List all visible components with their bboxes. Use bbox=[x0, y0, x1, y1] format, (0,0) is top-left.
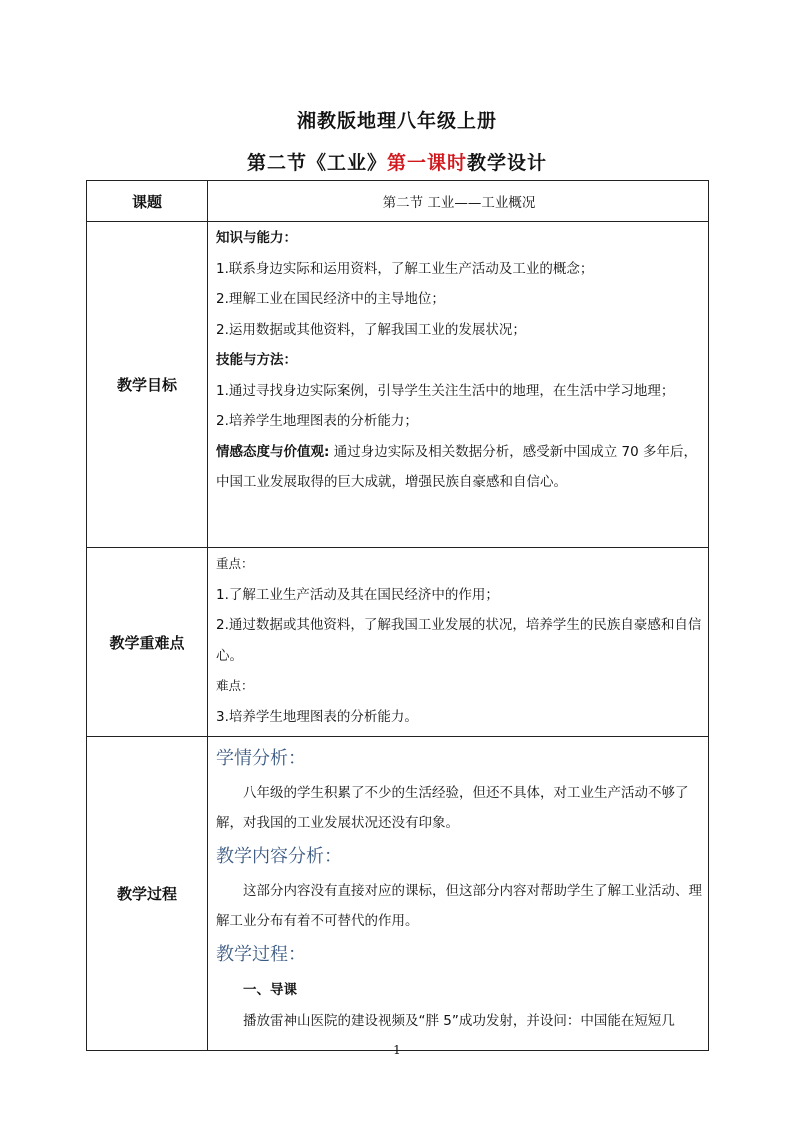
goals-item: 2.培养学生地理图表的分析能力； bbox=[216, 413, 418, 429]
label-goals: 教学目标 bbox=[87, 222, 208, 548]
goals-item: 2.运用数据或其他资料，了解我国工业的发展状况； bbox=[216, 321, 526, 338]
goals-item: 2.理解工业在国民经济中的主导地位； bbox=[216, 291, 445, 307]
section-heading-process: 教学过程： bbox=[216, 944, 306, 965]
goals-heading-skills: 技能与方法： bbox=[216, 352, 297, 368]
subtitle-part-a: 第二节《工业》 bbox=[246, 152, 387, 174]
subtitle-part-b: 教学设计 bbox=[467, 152, 548, 174]
label-keypoints: 教学重难点 bbox=[87, 548, 208, 737]
label-topic: 课题 bbox=[87, 181, 208, 222]
goals-item: 1.通过寻找身边实际案例，引导学生关注生活中的地理，在生活中学习地理； bbox=[216, 382, 675, 399]
goals-attitude-text: 通过身边实际及相关数据分析，感受新中国成立 70 多年后，中国工业发展取得的巨大成就，增强民族自豪感和自信心。 bbox=[216, 443, 697, 490]
page-number: 1 bbox=[393, 1043, 401, 1057]
keypoints-content bbox=[208, 548, 709, 737]
goals-attitude bbox=[216, 437, 702, 498]
keypoints-item: 1.了解工业生产活动及其在国民经济中的作用； bbox=[216, 586, 499, 603]
keypoints-item: 2.通过数据或其他资料，了解我国工业发展的状况，培养学生的民族自豪感和自信心。 bbox=[216, 617, 702, 664]
goals-content bbox=[208, 222, 709, 548]
process-content bbox=[208, 737, 709, 1051]
section-heading-content: 教学内容分析： bbox=[216, 846, 342, 867]
row-goals bbox=[87, 222, 709, 548]
document-title: 湘教版地理八年级上册 bbox=[296, 110, 497, 132]
goals-item: 1.联系身边实际和运用资料，了解工业生产活动及工业的概念； bbox=[216, 260, 594, 277]
topic-value: 第二节 工业——工业概况 bbox=[208, 181, 709, 222]
keypoints-heading-key: 重点： bbox=[216, 556, 254, 571]
process-paragraph: 八年级的学生积累了不少的生活经验，但还不具体，对工业生产活动不够了解，对我国的工业发展状况还没有印象。 bbox=[216, 785, 689, 831]
subtitle-part-red: 第一课时 bbox=[386, 152, 467, 174]
section-heading-students: 学情分析： bbox=[216, 748, 306, 769]
keypoints-item: 3.培养学生地理图表的分析能力。 bbox=[216, 708, 418, 725]
row-topic bbox=[87, 181, 709, 222]
process-paragraph: 播放雷神山医院的建设视频及“胖 5”成功发射，并设问：中国能在短短几 bbox=[243, 1013, 675, 1029]
row-keypoints bbox=[87, 548, 709, 737]
row-process bbox=[87, 737, 709, 1051]
label-process: 教学过程 bbox=[87, 737, 208, 1051]
lesson-plan-table bbox=[86, 180, 709, 1051]
subheading-intro: 一、导课 bbox=[243, 982, 297, 998]
goals-heading-knowledge: 知识与能力： bbox=[216, 230, 297, 246]
document-subtitle bbox=[0, 148, 794, 175]
keypoints-heading-difficult: 难点： bbox=[216, 678, 254, 693]
process-paragraph: 这部分内容没有直接对应的课标，但这部分内容对帮助学生了解工业活动、理解工业分布有着不可替代的作用。 bbox=[216, 883, 702, 929]
goals-heading-attitude: 情感态度与价值观: bbox=[216, 443, 330, 460]
